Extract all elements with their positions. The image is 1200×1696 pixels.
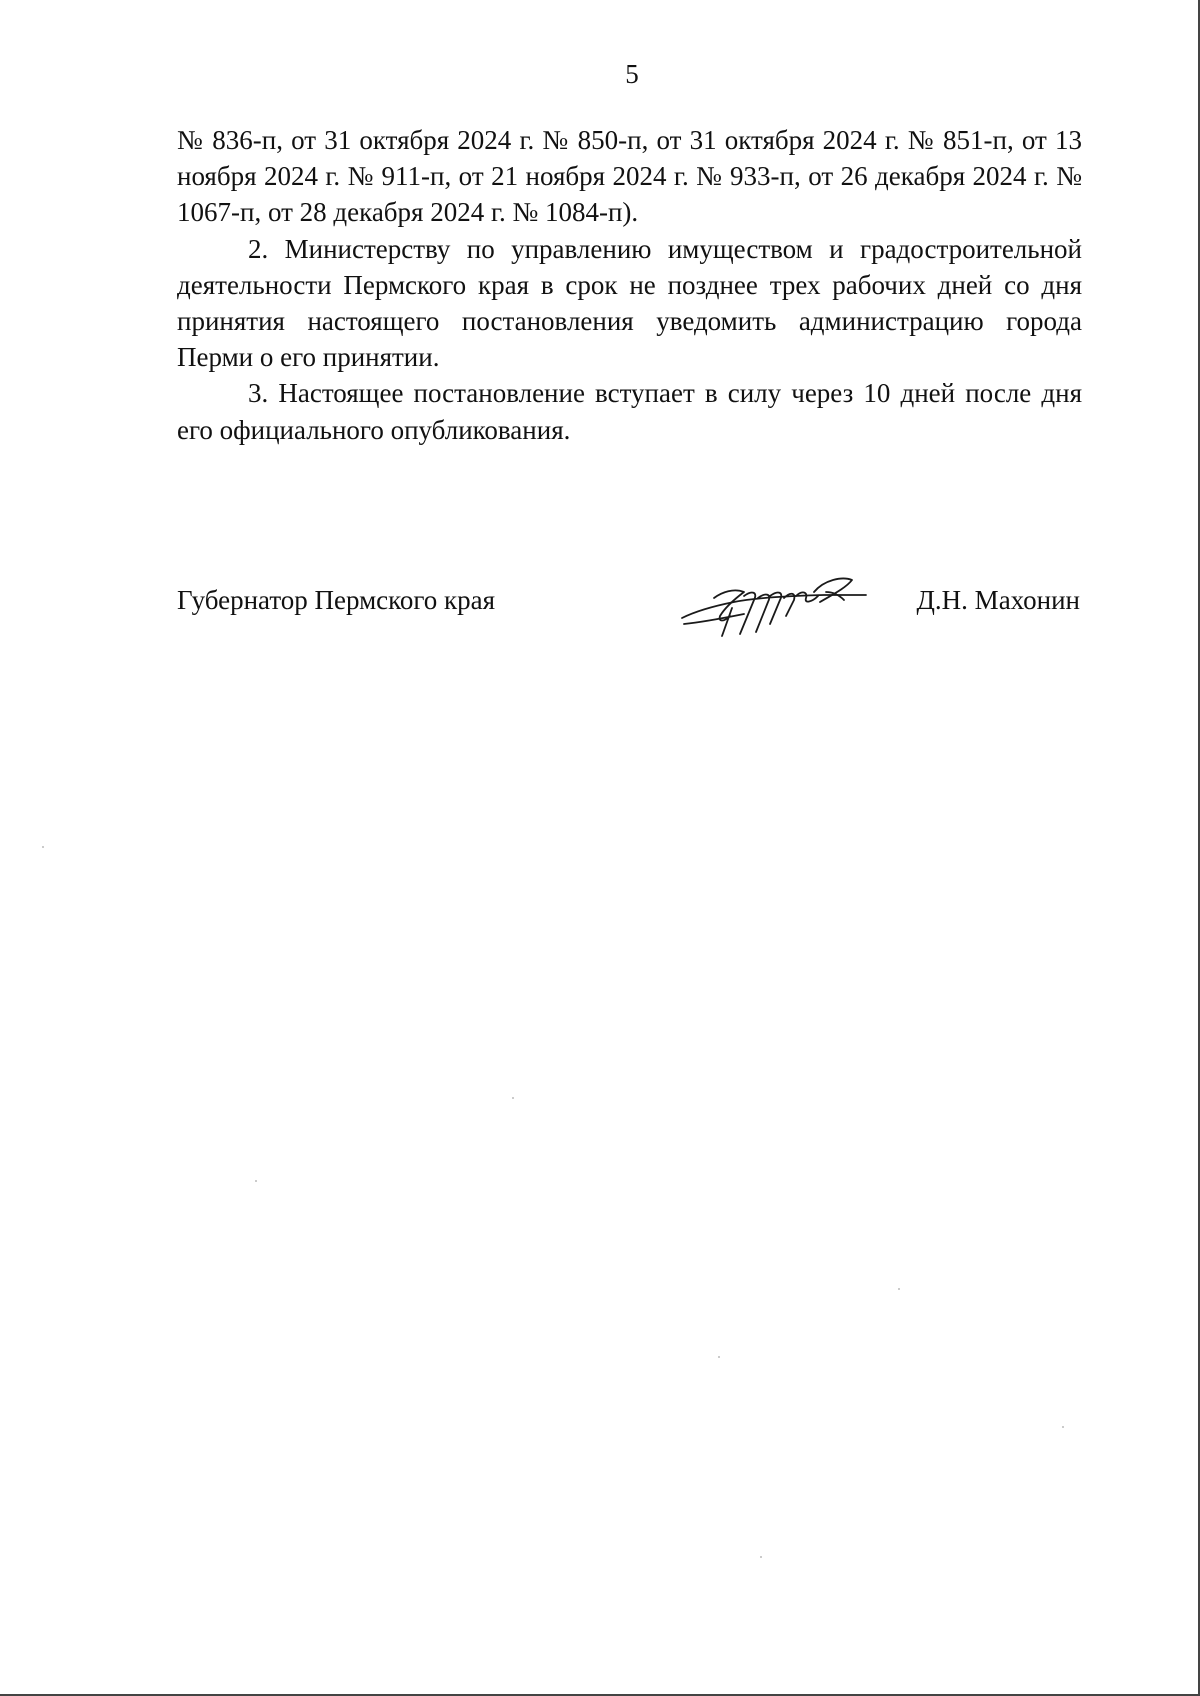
scan-speck (898, 1288, 900, 1290)
scan-speck (512, 1097, 514, 1099)
scan-speck (1062, 1426, 1064, 1428)
page-number: 5 (625, 59, 639, 89)
scan-speck (42, 846, 44, 848)
paragraph-item-2: 2. Министерству по управлению имуществом и градостроительной деятельности Пермского края в срок не позднее трех рабочих дней со дня принятия настоящего постановления уведомить администрацию города Перми о его принятии. (177, 233, 1082, 373)
scan-speck (760, 1556, 762, 1558)
paragraph-continuation: № 836-п, от 31 октября 2024 г. № 850-п, от 31 октября 2024 г. № 851-п, от 13 ноября 2024 г. № 911-п, от 21 ноября 2024 г. № 933-п, от 26 декабря 2024 г. № 1067-п, от 28 декабря 2024 г. № 1084-п). (177, 125, 1082, 228)
signatory-title: Губернатор Пермского края (177, 585, 496, 615)
body-text (177, 122, 1082, 448)
signatory-name: Д.Н. Махонин (916, 585, 1080, 615)
paragraph-item-3: 3. Настоящее постановление вступает в силу через 10 дней после дня его официального опубликования. (177, 378, 1082, 445)
scan-speck (255, 1180, 257, 1182)
scan-speck (718, 1356, 720, 1358)
signature-block (177, 578, 1082, 638)
handwritten-signature-icon (674, 562, 874, 642)
